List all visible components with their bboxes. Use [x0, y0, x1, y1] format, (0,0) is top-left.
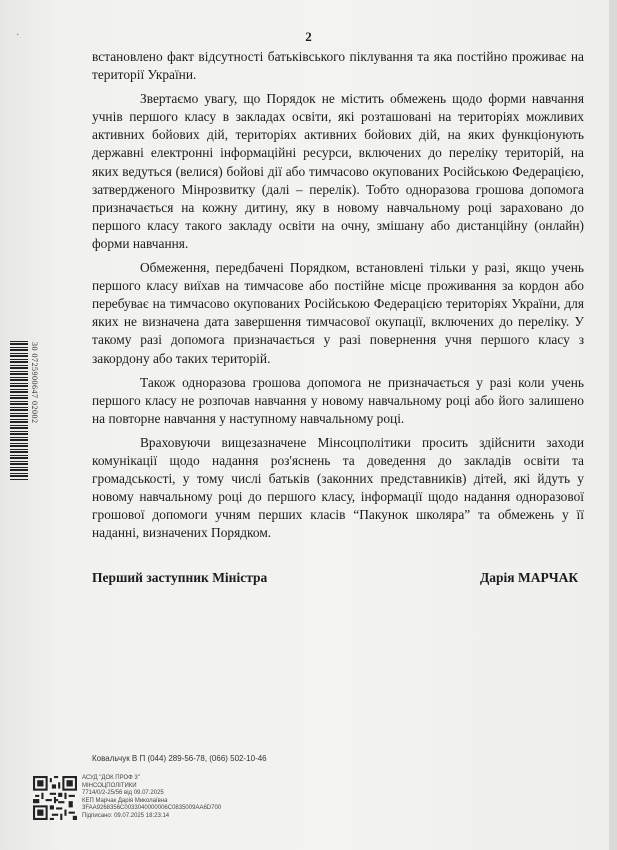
stamp-line: 3FAA9268356C0033040000006C0835009AA6D700 [82, 805, 222, 812]
barcode-icon [10, 340, 28, 480]
paragraph-not-assigned: Також одноразова грошова допомога не призначається у разі коли учень першого класу не розпочав навчання у новому навчальному році або його залишено на повторне навчання у наступному навчальному році. [92, 374, 584, 426]
paragraph-continuation: встановлено факт відсутності батьківського піклування та яка постійно проживає на території України. [92, 49, 584, 83]
stamp-line: МІНСОЦПОЛІТИКИ [82, 782, 137, 789]
electronic-signature-stamp [82, 775, 221, 821]
stamp-line: КЕП Марчак Дарія Миколаївна [82, 797, 168, 804]
stamp-line: 7714/0/2-25/56 від 09.07.2025 [82, 790, 164, 797]
stamp-line: АСУД "ДОК ПРОФ 3" [82, 775, 140, 781]
paragraph-restrictions: Обмеження, передбачені Порядком, встановлені тільки у разі, якщо учень першого класу виїхав на тимчасове або постійне місце проживання за кордон або перебуває на тимчасово окупованих Російською Федерацією територіях України, для яких не визначена дата завершення тимчасової окупації, включених до переліку. У такому разі допомога призначається у разі повернення учня першого класу з закордону або таких територій. [92, 260, 584, 366]
stamp-line: Підписано: 09.07.2025 18:23:14 [82, 812, 170, 819]
corner-mark: · [16, 30, 20, 41]
letter-body [92, 48, 584, 548]
signatory-name: Дарія МАРЧАК [480, 570, 579, 585]
page-number: 2 [305, 29, 312, 44]
signatory-title: Перший заступник Міністра [92, 570, 268, 585]
page-edge [609, 0, 617, 850]
paragraph-request: Враховуючи вищезазначене Мінсоцполітики просить здійснити заходи комунікації щодо надання роз'яснень та доведення до закладів освіти та громадськості, у тому числі батьків (законних представників) дітей, які йдуть у новому навчальному році до першого класу, інформації щодо надання одноразової грошової допомоги учням перших класів “Пакунок школяра” та обмежень у її наданні, визначених Порядком. [92, 434, 584, 541]
barcode-number: 30 0725900647 02002 [30, 342, 39, 424]
executor-contact: Ковальчук В П (044) 289-56-78, (066) 502-10-46 [92, 754, 267, 763]
paragraph-form-of-study: Звертаємо увагу, що Порядок не містить обмежень щодо форми навчання учнів першого класу в закладах освіти, які розташовані на територіях можливих активних бойових дій, територіях активних бойових дій, на яких функціонують державні електронні інформаційні ресурси, включених до переліку територій, на яких ведуться (велися) бойові дії або тимчасово окупованих Російською Федерацією, затвердженого Мінрозвитку (далі – перелік). Тобто одноразова грошова допомога призначається на кожну дитину, яку в новому навчальному році зараховано до першого класу такого закладу освіти на очну, змішану або дистанційну (онлайн) форми навчання. [92, 91, 584, 251]
qr-code-icon [33, 776, 77, 820]
